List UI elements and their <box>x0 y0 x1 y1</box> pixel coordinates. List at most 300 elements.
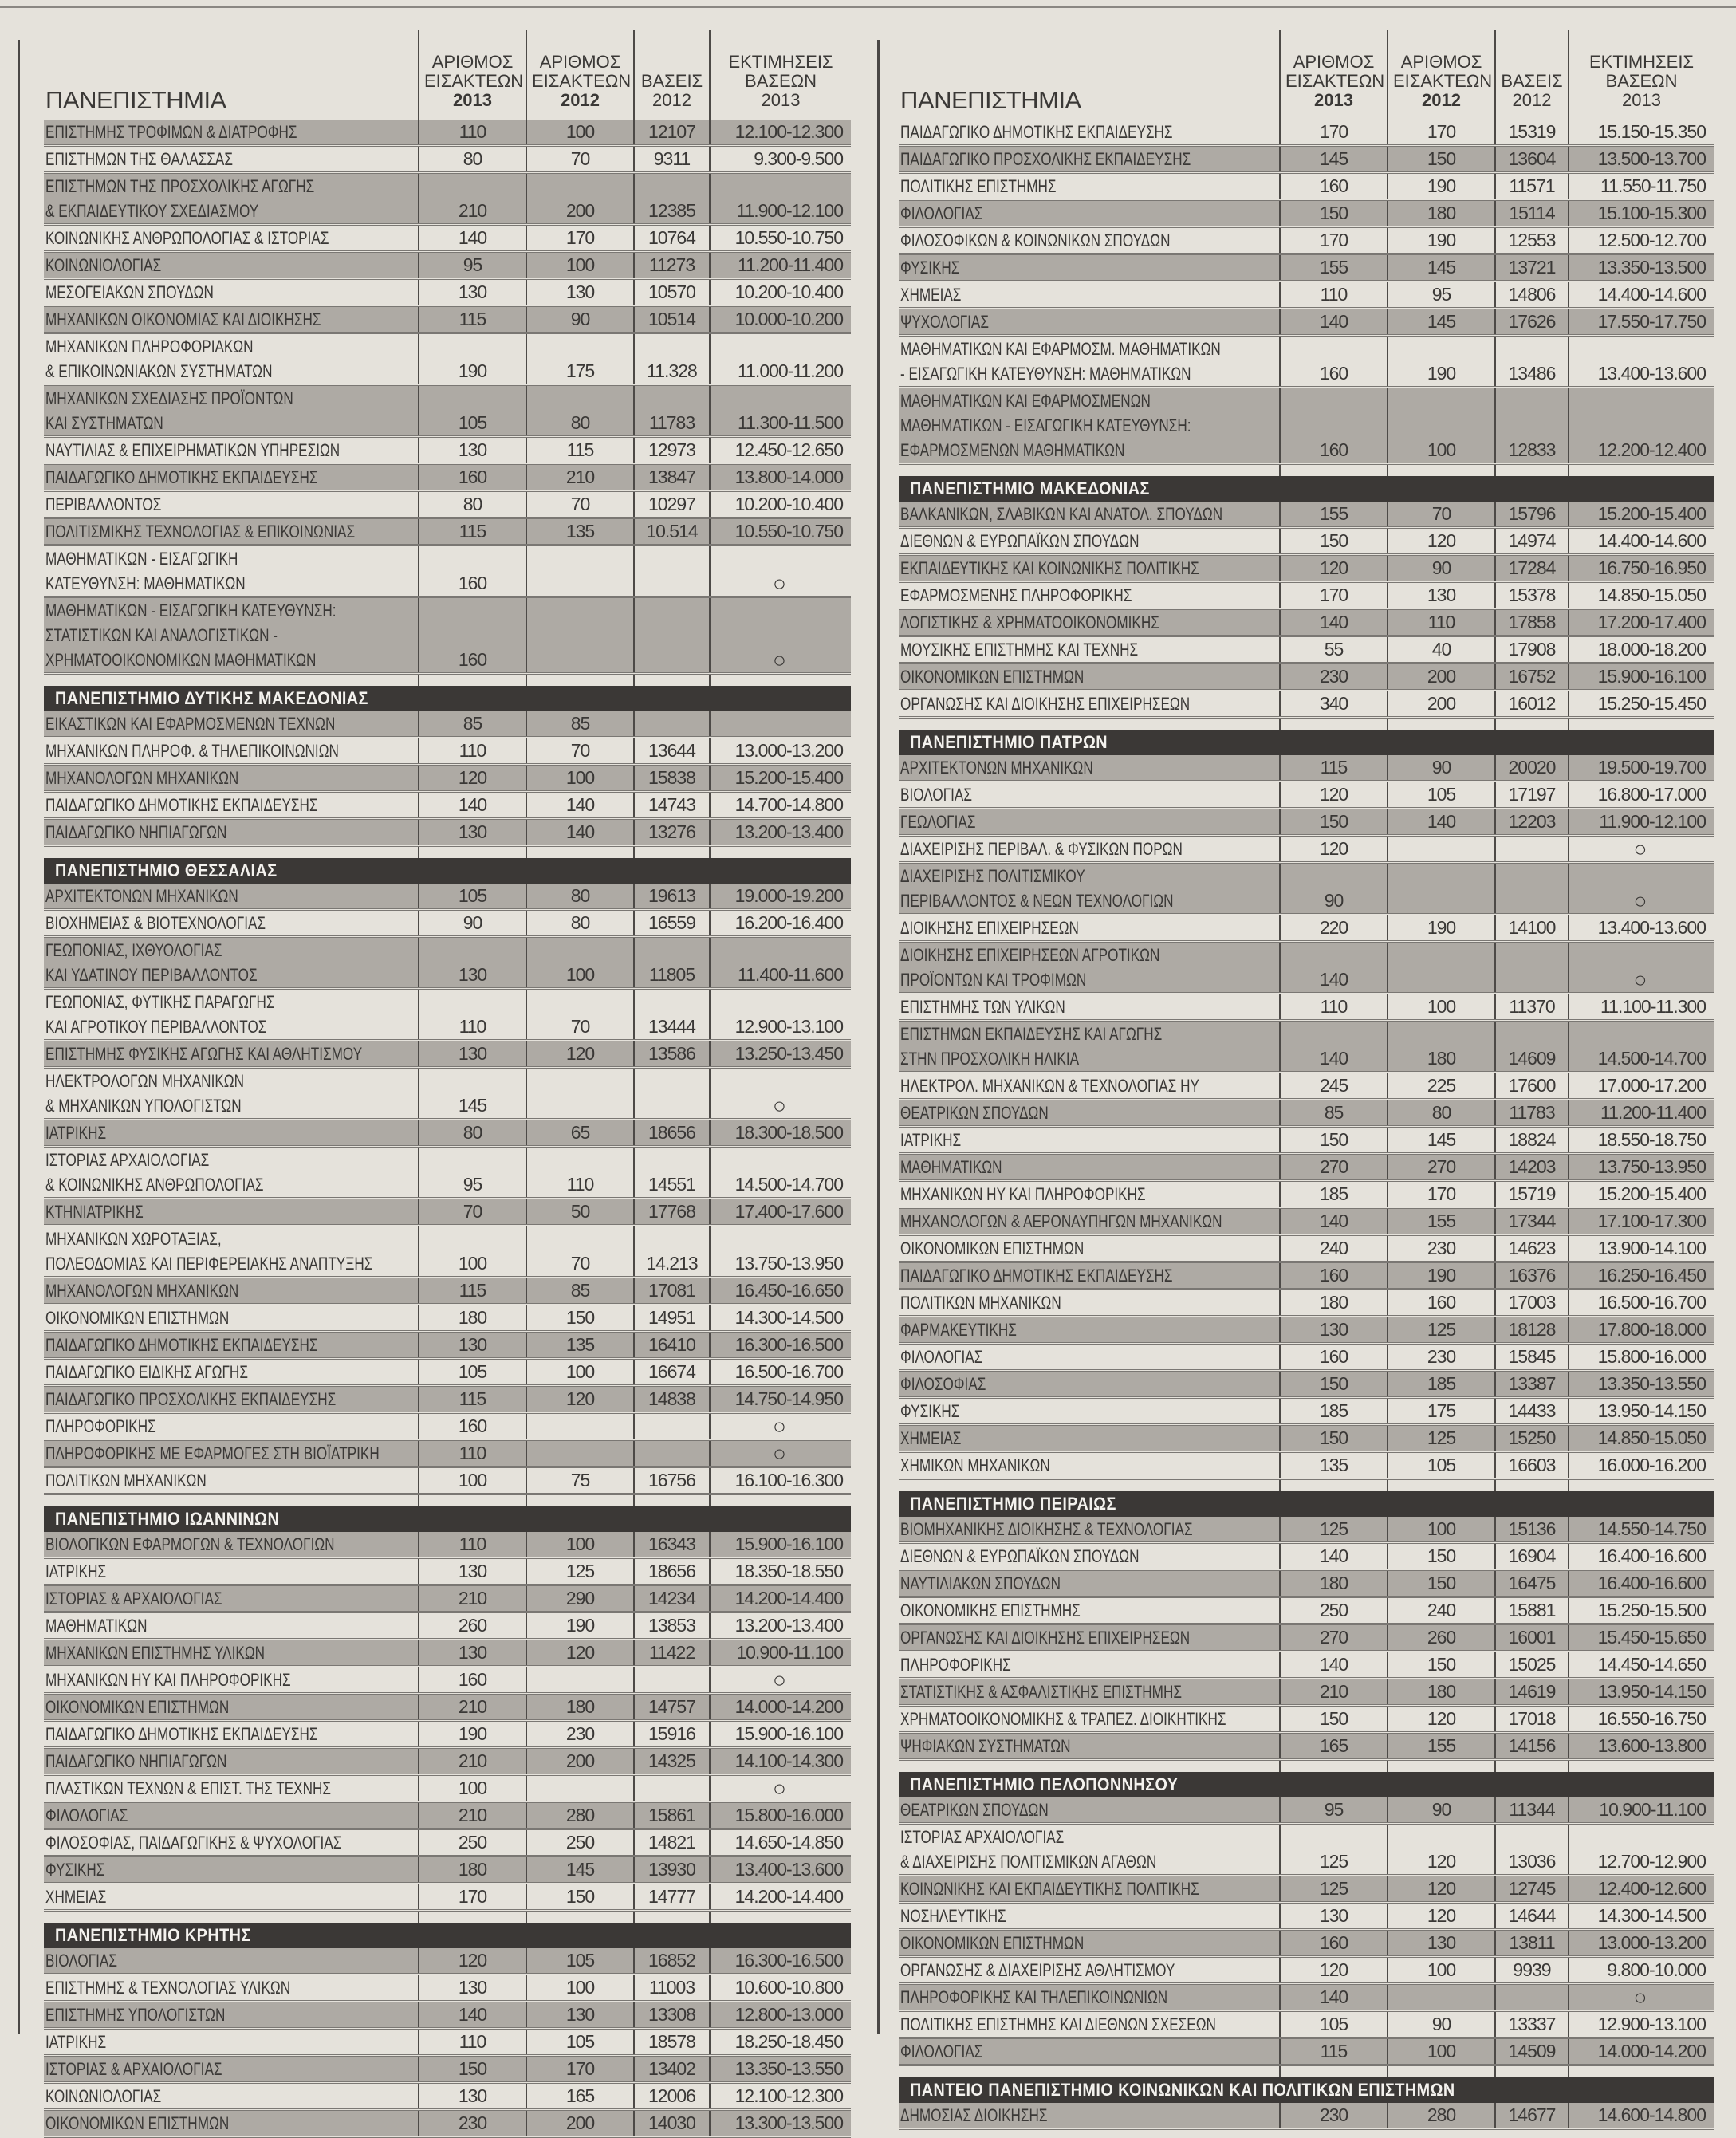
admitted-2013: 270 <box>1280 1624 1388 1652</box>
base-2012: 13644 <box>634 738 710 765</box>
spacer-cell <box>1388 464 1495 477</box>
department-name-line: ΠΕΡΙΒΑΛΛΟΝΤΟΣ & ΝΕΩΝ ΤΕΧΝΟΛΟΓΙΩΝ <box>900 891 1174 911</box>
admitted-2012: 200 <box>1388 691 1495 718</box>
department-row <box>899 1235 1714 1262</box>
department-name-line: ΠΛΗΡΟΦΟΡΙΚΗΣ <box>45 1416 156 1436</box>
department-row <box>899 173 1714 200</box>
department-name-line: ΟΙΚΟΝΟΜΙΚΩΝ ΕΠΙΣΤΗΜΩΝ <box>45 1308 230 1328</box>
admitted-2012 <box>526 1413 634 1440</box>
base-2012: 18578 <box>634 2029 710 2056</box>
department-name-line: ΧΗΜΕΙΑΣ <box>45 1887 107 1907</box>
department-name-line: ΜΑΘΗΜΑΤΙΚΩΝ - ΕΙΣΑΓΩΓΙΚΗ <box>45 549 238 569</box>
spacer-cell <box>419 1911 526 1923</box>
header-estimates-2013 <box>1569 30 1714 120</box>
admitted-2013: 170 <box>1280 120 1388 146</box>
estimate-2013: 14.400-14.600 <box>1569 282 1714 309</box>
department-name-line: ΠΑΙΔΑΓΩΓΙΚΟ ΝΗΠΙΑΓΩΓΩΝ <box>45 1751 227 1771</box>
estimate-2013: 15.200-15.400 <box>1569 502 1714 528</box>
admitted-2013: 125 <box>1280 1824 1388 1876</box>
estimate-2013: 12.400-12.600 <box>1569 1876 1714 1903</box>
estimate-2013: 15.200-15.400 <box>1569 1181 1714 1208</box>
admitted-2013: 155 <box>1280 254 1388 282</box>
admitted-2012: 70 <box>526 491 634 518</box>
base-2012: 11370 <box>1495 994 1569 1021</box>
base-2012: 13847 <box>634 464 710 491</box>
department-row <box>44 1558 851 1585</box>
department-name-line: ΒΙΟΛΟΓΙΑΣ <box>45 1951 117 1971</box>
admitted-2012: 200 <box>526 173 634 225</box>
spacer-cell <box>899 1760 1280 1773</box>
department-row <box>899 528 1714 555</box>
admitted-2013: 210 <box>419 1585 526 1612</box>
admitted-2013: 170 <box>1280 582 1388 609</box>
department-name-line: & ΕΠΙΚΟΙΝΩΝΙΑΚΩΝ ΣΥΣΤΗΜΑΤΩΝ <box>45 361 273 381</box>
university-section-header <box>899 730 1714 755</box>
department-row <box>899 2038 1714 2065</box>
department-name-line: ΧΡΗΜΑΤΟΟΙΚΟΝΟΜΙΚΩΝ ΜΑΘΗΜΑΤΙΚΩΝ <box>45 650 317 670</box>
base-2012 <box>1495 836 1569 863</box>
estimate-2013: 12.500-12.700 <box>1569 227 1714 254</box>
base-2012: 16756 <box>634 1467 710 1494</box>
admitted-2013: 180 <box>1280 1570 1388 1597</box>
admitted-2012 <box>1388 1984 1495 2011</box>
estimate-2013: 12.900-13.100 <box>710 989 851 1041</box>
admitted-2013: 140 <box>1280 1021 1388 1073</box>
base-2012: 14325 <box>634 1748 710 1775</box>
admitted-2012: 120 <box>1388 1824 1495 1876</box>
admitted-2013: 130 <box>419 1332 526 1359</box>
department-row <box>44 2029 851 2056</box>
base-2012 <box>1495 942 1569 994</box>
spacer-cell <box>710 674 851 687</box>
department-name <box>44 1948 419 1975</box>
section-spacer <box>899 464 1714 477</box>
department-row <box>44 738 851 765</box>
department-name <box>44 173 419 225</box>
estimate-2013: 16.750-16.950 <box>1569 555 1714 582</box>
admitted-2013: 115 <box>1280 755 1388 782</box>
admitted-2013: 130 <box>1280 1317 1388 1344</box>
estimate-2013: 17.800-18.000 <box>1569 1317 1714 1344</box>
department-name-line: ΓΕΩΛΟΓΙΑΣ <box>900 812 976 832</box>
department-name-line: ΜΑΘΗΜΑΤΙΚΩΝ - ΕΙΣΑΓΩΓΙΚΗ ΚΑΤΕΥΘΥΝΣΗ: <box>45 600 337 620</box>
admitted-2012: 95 <box>1388 282 1495 309</box>
department-name-line: ΣΤΗΝ ΠΡΟΣΧΟΛΙΚΗ ΗΛΙΚΙΑ <box>900 1049 1080 1069</box>
base-2012: 12203 <box>1495 809 1569 836</box>
admitted-2013: 160 <box>419 1667 526 1694</box>
department-name-line: ΚΑΙ ΥΔΑΤΙΝΟΥ ΠΕΡΙΒΑΛΛΟΝΤΟΣ <box>45 965 258 985</box>
admitted-2013: 140 <box>1280 309 1388 336</box>
admitted-2012: 150 <box>1388 1652 1495 1679</box>
department-row <box>899 1371 1714 1398</box>
department-row <box>44 1829 851 1856</box>
department-name-line: ΜΑΘΗΜΑΤΙΚΩΝ <box>45 1616 148 1636</box>
admitted-2013: 110 <box>419 1440 526 1467</box>
admitted-2012: 140 <box>526 819 634 846</box>
spacer-cell <box>1569 1760 1714 1773</box>
base-2012: 19613 <box>634 884 710 910</box>
admitted-2013: 130 <box>419 2083 526 2110</box>
admitted-2013: 145 <box>1280 146 1388 173</box>
admitted-2012: 70 <box>526 1226 634 1278</box>
admitted-2012: 90 <box>526 306 634 333</box>
header-line: 2012 <box>652 90 691 110</box>
admitted-2013: 160 <box>1280 173 1388 200</box>
department-name-line: ΜΗΧΑΝΙΚΩΝ ΗΥ ΚΑΙ ΠΛΗΡΟΦΟΡΙΚΗΣ <box>900 1184 1146 1204</box>
department-row <box>44 1856 851 1884</box>
department-row <box>899 1100 1714 1127</box>
admitted-2012: 120 <box>526 1041 634 1068</box>
estimate-2013: 18.250-18.450 <box>710 2029 851 2056</box>
department-name <box>44 1467 419 1494</box>
department-name <box>899 691 1280 718</box>
admitted-2013: 105 <box>419 884 526 910</box>
estimate-2013: 13.000-13.200 <box>710 738 851 765</box>
admitted-2012: 75 <box>526 1467 634 1494</box>
department-name-line: ΦΙΛΟΛΟΓΙΑΣ <box>45 1805 128 1825</box>
pending-circle-icon: ○ <box>1569 863 1714 915</box>
section-spacer <box>899 1479 1714 1492</box>
department-name <box>44 711 419 738</box>
department-name-line: ΦΥΣΙΚΗΣ <box>900 1401 960 1421</box>
department-row <box>44 1532 851 1558</box>
department-name-line: ΙΑΤΡΙΚΗΣ <box>900 1130 962 1150</box>
department-row <box>44 1199 851 1226</box>
department-name-line: ΠΑΙΔΑΓΩΓΙΚΟ ΔΗΜΟΤΙΚΗΣ ΕΚΠΑΙΔΕΥΣΗΣ <box>45 1724 318 1744</box>
estimate-2013 <box>710 711 851 738</box>
section-title-cell <box>44 1923 851 1948</box>
base-2012 <box>634 1440 710 1467</box>
department-name <box>44 1585 419 1612</box>
admitted-2013: 130 <box>419 1558 526 1585</box>
department-name <box>899 663 1280 691</box>
spacer-cell <box>634 674 710 687</box>
department-name <box>44 491 419 518</box>
admitted-2012: 100 <box>526 937 634 989</box>
department-name <box>899 1073 1280 1100</box>
header-line: ΑΡΙΘΜΟΣ <box>539 52 621 72</box>
department-row <box>899 836 1714 863</box>
pending-circle-icon: ○ <box>710 1667 851 1694</box>
admitted-2012: 290 <box>526 1585 634 1612</box>
admitted-2012: 125 <box>526 1558 634 1585</box>
pending-circle-icon: ○ <box>710 545 851 597</box>
base-2012: 15916 <box>634 1721 710 1748</box>
spacer-cell <box>710 846 851 859</box>
base-2012: 16012 <box>1495 691 1569 718</box>
admitted-2012 <box>1388 942 1495 994</box>
department-name <box>899 1517 1280 1543</box>
admitted-2012: 175 <box>526 333 634 385</box>
department-name-line: ΕΠΙΣΤΗΜΩΝ ΤΗΣ ΠΡΟΣΧΟΛΙΚΗΣ ΑΓΩΓΗΣ <box>45 176 315 196</box>
base-2012 <box>634 545 710 597</box>
department-name <box>44 1856 419 1884</box>
admitted-2013: 130 <box>419 1041 526 1068</box>
estimate-2013: 11.900-12.100 <box>710 173 851 225</box>
department-name <box>899 1398 1280 1425</box>
estimate-2013: 15.100-15.300 <box>1569 200 1714 227</box>
header-admitted-2013 <box>1280 30 1388 120</box>
admitted-2012: 100 <box>526 252 634 279</box>
estimate-2013: 15.900-16.100 <box>710 1532 851 1558</box>
base-2012: 14619 <box>1495 1679 1569 1706</box>
spacer-cell <box>899 464 1280 477</box>
admitted-2012: 70 <box>1388 502 1495 528</box>
department-name <box>44 1278 419 1305</box>
department-name-line: ΠΡΟΪΟΝΤΩΝ ΚΑΙ ΤΡΟΦΙΜΩΝ <box>900 970 1087 990</box>
department-name <box>899 1154 1280 1181</box>
department-name-line: ΠΑΙΔΑΓΩΓΙΚΟ ΠΡΟΣΧΟΛΙΚΗΣ ΕΚΠΑΙΔΕΥΣΗΣ <box>900 149 1191 169</box>
admitted-2012: 105 <box>526 1948 634 1975</box>
estimate-2013: 14.100-14.300 <box>710 1748 851 1775</box>
admitted-2013: 110 <box>419 738 526 765</box>
spacer-cell <box>419 1494 526 1507</box>
department-name-line: ΜΑΘΗΜΑΤΙΚΩΝ <box>900 1157 1002 1177</box>
department-name-line: ΚΟΙΝΩΝΙΟΛΟΓΙΑΣ <box>45 255 162 275</box>
spacer-cell <box>634 1911 710 1923</box>
department-row <box>44 1640 851 1667</box>
department-row <box>44 1667 851 1694</box>
department-name-line: ΦΙΛΟΛΟΓΙΑΣ <box>900 1347 983 1367</box>
spacer-cell <box>44 674 419 687</box>
department-row <box>899 1398 1714 1425</box>
admitted-2013: 140 <box>1280 942 1388 994</box>
department-row <box>899 120 1714 146</box>
department-row <box>44 385 851 437</box>
base-2012: 13586 <box>634 1041 710 1068</box>
base-2012: 13337 <box>1495 2011 1569 2038</box>
admitted-2013: 110 <box>1280 994 1388 1021</box>
estimate-2013: 13.400-13.600 <box>1569 336 1714 388</box>
department-name-line: ΚΟΙΝΩΝΙΚΗΣ ΑΝΘΡΩΠΟΛΟΓΙΑΣ & ΙΣΤΟΡΙΑΣ <box>45 228 329 248</box>
department-name <box>899 782 1280 809</box>
department-name-line: ΠΑΙΔΑΓΩΓΙΚΟ ΝΗΠΙΑΓΩΓΩΝ <box>45 822 227 842</box>
department-row <box>44 1467 851 1494</box>
admitted-2012: 150 <box>526 1884 634 1911</box>
department-name-line: ΦΙΛΟΣΟΦΙΑΣ, ΠΑΙΔΑΓΩΓΙΚΗΣ & ΨΥΧΟΛΟΓΙΑΣ <box>45 1833 342 1853</box>
department-name-line: ΙΑΤΡΙΚΗΣ <box>45 1561 107 1581</box>
header-line: ΑΡΙΘΜΟΣ <box>1400 52 1482 72</box>
department-row <box>44 1802 851 1829</box>
department-row <box>899 1127 1714 1154</box>
department-name <box>44 1829 419 1856</box>
pending-circle-icon: ○ <box>710 597 851 674</box>
admitted-2012 <box>526 545 634 597</box>
spacer-cell <box>1495 718 1569 730</box>
section-title-cell <box>44 1506 851 1532</box>
spacer-cell <box>1388 2065 1495 2078</box>
department-name-line: ΜΑΘΗΜΑΤΙΚΩΝ ΚΑΙ ΕΦΑΡΜΟΣΜ. ΜΑΘΗΜΑΤΙΚΩΝ <box>900 339 1221 359</box>
department-row <box>44 765 851 792</box>
admitted-2012: 100 <box>526 1359 634 1386</box>
estimate-2013: 15.900-16.100 <box>710 1721 851 1748</box>
department-name <box>899 1127 1280 1154</box>
admitted-2012: 170 <box>1388 120 1495 146</box>
section-spacer <box>899 718 1714 730</box>
department-name-line: ΠΑΙΔΑΓΩΓΙΚΟ ΠΡΟΣΧΟΛΙΚΗΣ ΕΚΠΑΙΔΕΥΣΗΣ <box>45 1389 337 1409</box>
department-name <box>899 2011 1280 2038</box>
base-2012: 10764 <box>634 225 710 252</box>
admitted-2013: 120 <box>1280 836 1388 863</box>
estimate-2013: 12.700-12.900 <box>1569 1824 1714 1876</box>
admitted-2013: 130 <box>419 437 526 464</box>
estimate-2013: 12.900-13.100 <box>1569 2011 1714 2038</box>
department-name-line: ΚΤΗΝΙΑΤΡΙΚΗΣ <box>45 1202 144 1222</box>
admitted-2013: 95 <box>1280 1797 1388 1824</box>
department-name-line: ΟΙΚΟΝΟΜΙΚΩΝ ΕΠΙΣΤΗΜΩΝ <box>900 667 1085 687</box>
admitted-2013: 105 <box>419 1359 526 1386</box>
department-name-line: ΧΗΜΕΙΑΣ <box>900 285 962 305</box>
department-name <box>899 1181 1280 1208</box>
estimate-2013: 13.750-13.950 <box>1569 1154 1714 1181</box>
estimate-2013: 16.100-16.300 <box>710 1467 851 1494</box>
admitted-2012 <box>1388 863 1495 915</box>
base-2012: 14644 <box>1495 1903 1569 1930</box>
department-name <box>899 502 1280 528</box>
department-name-line: ΕΠΙΣΤΗΜΗΣ & ΤΕΧΝΟΛΟΓΙΑΣ ΥΛΙΚΩΝ <box>45 1978 291 1998</box>
base-2012: 14.213 <box>634 1226 710 1278</box>
estimate-2013: 13.950-14.150 <box>1569 1398 1714 1425</box>
base-2012: 16475 <box>1495 1570 1569 1597</box>
spacer-cell <box>1495 2065 1569 2078</box>
base-2012: 14551 <box>634 1147 710 1199</box>
base-2012: 14609 <box>1495 1021 1569 1073</box>
department-name <box>44 1694 419 1721</box>
department-name <box>44 279 419 306</box>
admitted-2013: 140 <box>419 2002 526 2029</box>
admitted-2012: 100 <box>1388 1957 1495 1984</box>
estimate-2013: 16.500-16.700 <box>710 1359 851 1386</box>
section-spacer <box>44 1911 851 1923</box>
department-name-line: ΟΡΓΑΝΩΣΗΣ ΚΑΙ ΔΙΟΙΚΗΣΗΣ ΕΠΙΧΕΙΡΗΣΕΩΝ <box>900 1628 1191 1648</box>
results-table-left <box>44 30 851 2138</box>
department-name-line: ΨΥΧΟΛΟΓΙΑΣ <box>900 312 989 332</box>
admitted-2013: 230 <box>419 2110 526 2137</box>
estimate-2013: 13.350-13.550 <box>1569 1371 1714 1398</box>
admitted-2012: 145 <box>1388 309 1495 336</box>
admitted-2013: 110 <box>1280 282 1388 309</box>
department-row <box>44 1305 851 1332</box>
base-2012: 18656 <box>634 1558 710 1585</box>
department-name <box>44 1359 419 1386</box>
section-title-cell <box>899 730 1714 755</box>
department-row <box>899 1317 1714 1344</box>
department-name <box>899 863 1280 915</box>
admitted-2013: 140 <box>1280 1652 1388 1679</box>
department-row <box>44 1721 851 1748</box>
department-row <box>44 1948 851 1975</box>
base-2012: 14974 <box>1495 528 1569 555</box>
admitted-2013: 145 <box>419 1068 526 1120</box>
department-row <box>899 755 1714 782</box>
admitted-2013: 115 <box>1280 2038 1388 2065</box>
department-name <box>899 1824 1280 1876</box>
spacer-cell <box>1280 2065 1388 2078</box>
admitted-2012: 190 <box>1388 915 1495 942</box>
estimate-2013: 13.350-13.550 <box>710 2056 851 2083</box>
header-bases-2012 <box>634 30 710 120</box>
admitted-2012: 165 <box>526 2083 634 2110</box>
admitted-2013: 90 <box>419 910 526 937</box>
department-name-line: ΠΑΙΔΑΓΩΓΙΚΟ ΔΗΜΟΤΙΚΗΣ ΕΚΠΑΙΔΕΥΣΗΣ <box>45 795 318 815</box>
admitted-2013: 150 <box>419 2056 526 2083</box>
department-name <box>899 1371 1280 1398</box>
admitted-2013: 210 <box>419 1748 526 1775</box>
department-name <box>899 1452 1280 1479</box>
admitted-2012: 85 <box>526 711 634 738</box>
estimate-2013: 12.100-12.300 <box>710 2083 851 2110</box>
base-2012: 16603 <box>1495 1452 1569 1479</box>
estimate-2013: 15.800-16.000 <box>710 1802 851 1829</box>
admitted-2012: 100 <box>1388 388 1495 464</box>
base-2012: 17018 <box>1495 1706 1569 1733</box>
spacer-cell <box>634 846 710 859</box>
admitted-2012: 185 <box>1388 1371 1495 1398</box>
department-name <box>899 1930 1280 1957</box>
base-2012 <box>634 711 710 738</box>
estimate-2013: 16.000-16.200 <box>1569 1452 1714 1479</box>
department-row <box>44 2110 851 2137</box>
department-name-line: ΔΙΟΙΚΗΣΗΣ ΕΠΙΧΕΙΡΗΣΕΩΝ <box>900 918 1079 938</box>
admitted-2012: 90 <box>1388 555 1495 582</box>
department-row <box>44 1359 851 1386</box>
base-2012 <box>1495 863 1569 915</box>
estimate-2013: 13.200-13.400 <box>710 1612 851 1640</box>
department-row <box>899 915 1714 942</box>
department-row <box>899 1930 1714 1957</box>
results-table-right <box>899 30 1714 2130</box>
department-row <box>899 1957 1714 1984</box>
header-line: ΕΙΣΑΚΤΕΩΝ <box>1393 71 1493 91</box>
admitted-2013: 130 <box>419 937 526 989</box>
admitted-2012: 145 <box>1388 254 1495 282</box>
department-name-line: & ΔΙΑΧΕΙΡΙΣΗΣ ΠΟΛΙΤΙΣΜΙΚΩΝ ΑΓΑΘΩΝ <box>900 1852 1157 1872</box>
spacer-cell <box>710 1911 851 1923</box>
base-2012 <box>634 1667 710 1694</box>
spacer-cell <box>899 1479 1280 1492</box>
admitted-2013: 180 <box>419 1856 526 1884</box>
department-name-line: ΟΙΚΟΝΟΜΙΚΩΝ ΕΠΙΣΤΗΜΩΝ <box>45 2113 230 2133</box>
base-2012: 16410 <box>634 1332 710 1359</box>
admitted-2013: 100 <box>419 1775 526 1802</box>
admitted-2012: 125 <box>1388 1425 1495 1452</box>
header-line: 2012 <box>1422 90 1461 110</box>
department-row <box>899 609 1714 636</box>
header-university: ΠΑΝΕΠΙΣΤΗΜΙΑ <box>900 86 1081 114</box>
department-row <box>899 1262 1714 1289</box>
base-2012: 12745 <box>1495 1876 1569 1903</box>
estimate-2013: 14.850-15.050 <box>1569 1425 1714 1452</box>
estimate-2013: 10.600-10.800 <box>710 1975 851 2002</box>
estimate-2013: 16.300-16.500 <box>710 1948 851 1975</box>
department-row <box>899 336 1714 388</box>
base-2012: 13604 <box>1495 146 1569 173</box>
department-row <box>44 1278 851 1305</box>
admitted-2013: 180 <box>1280 1289 1388 1317</box>
department-name-line: ΔΙΑΧΕΙΡΙΣΗΣ ΠΟΛΙΤΙΣΜΙΚΟΥ <box>900 866 1085 886</box>
department-name <box>44 1748 419 1775</box>
estimate-2013: 19.000-19.200 <box>710 884 851 910</box>
admitted-2012: 210 <box>526 464 634 491</box>
admitted-2012: 280 <box>1388 2103 1495 2129</box>
department-name <box>899 582 1280 609</box>
base-2012: 12973 <box>634 437 710 464</box>
admitted-2012: 105 <box>1388 782 1495 809</box>
department-name-line: ΕΠΙΣΤΗΜΗΣ ΦΥΣΙΚΗΣ ΑΓΩΓΗΣ ΚΑΙ ΑΘΛΗΤΙΣΜΟΥ <box>45 1044 363 1064</box>
estimate-2013: 17.100-17.300 <box>1569 1208 1714 1235</box>
department-name <box>44 1332 419 1359</box>
base-2012: 17626 <box>1495 309 1569 336</box>
